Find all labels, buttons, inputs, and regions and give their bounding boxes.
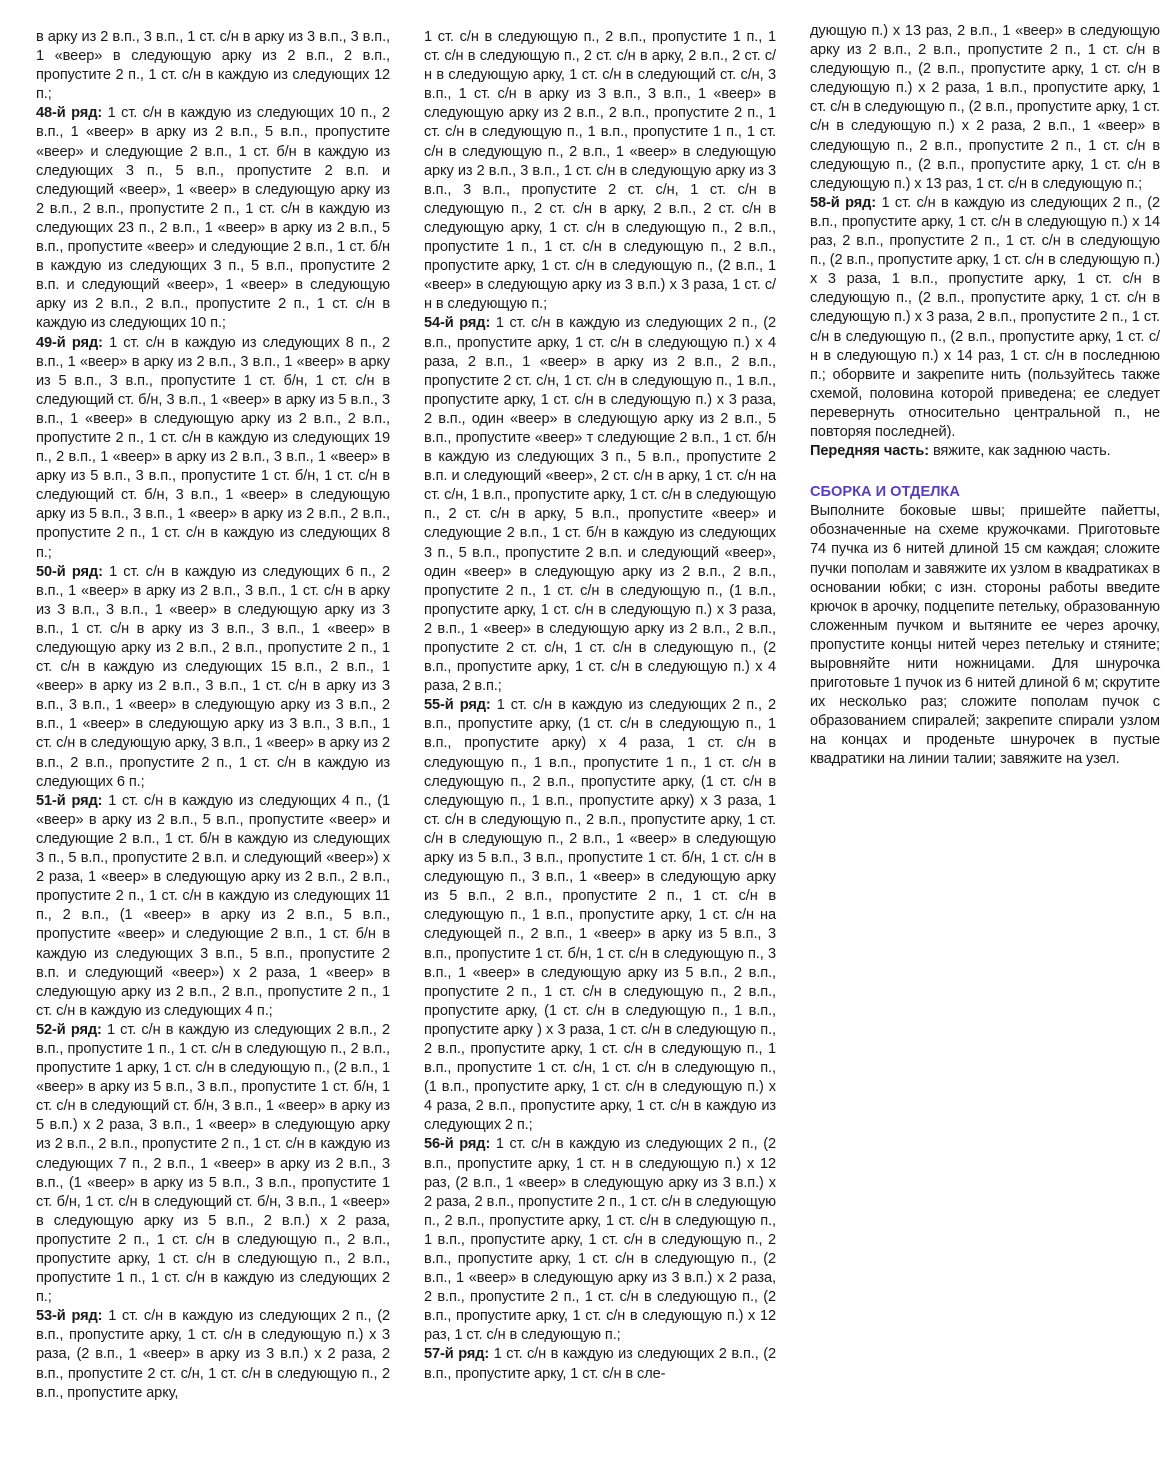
row-50 xyxy=(36,563,390,792)
row-label: 53-й ряд: xyxy=(36,1308,103,1325)
row-text: 1 ст. с/н в каждую из следующих 2 в.п., 2 в.п., пропустите 1 п., 1 ст. с/н в следующую п., 2 в.п., пропустите 1 арку, 1 ст. с/н в следующую п., (2 в.п., 1 «веер» в арку из 5 в.п., 3 в.п., пропустите 1 ст. б/н, 1 ст. с/н в следующий ст. б/н, 3 в.п., 1 «веер» в арку из 5 в.п.) х 2 раза, 3 в.п., 1 «веер» в следующую арку из 2 в.п., 2 в.п., пропустите 2 п., 1 ст. с/н в каждую из следующих 7 п., 2 в.п., 1 «веер» в арку из 2 в.п., 3 в.п., (1 «веер» в арку из 5 в.п., 3 в.п., пропустите 1 ст. б/н, 1 ст. с/н в следующий ст. б/н, 3 в.п., 1 «веер» в следующую арку из 5 в.п., 2 в.п.) х 2 раза, пропустите 2 п., 1 ст. с/н в следующую п., 2 в.п., пропустите арку, 1 ст. с/н в следующую п., 2 в.п., пропустите 1 п., 1 ст. с/н в каждую из следующих 2 п.; xyxy=(36,1021,390,1306)
row-text: 1 ст. с/н в каждую из следующих 2 в.п., (2 в.п., пропустите арку, 1 ст. с/н в сле- xyxy=(424,1346,776,1382)
text-column-2 xyxy=(424,28,776,1384)
paragraph-continuation xyxy=(810,22,1160,194)
row-49 xyxy=(36,334,390,563)
row-text: 1 ст. с/н в каждую из следующих 10 п., 2 в.п., 1 «веер» в арку из 2 в.п., 5 в.п., пропустите «веер» и следующие 2 в.п., 1 ст. б/н в каждую из следующих 3 п., 5 в.п., пропустите 2 в.п. и следующий «веер», 1 «веер» в следующую арку из 2 в.п., 2 в.п., пропустите 2 п., 1 ст. с/н в каждую из следующих 23 п., 2 в.п., 1 «веер» в арку из 2 в.п., 5 в.п., пропустите «веер» и следующие 2 в.п., 1 ст. б/н в каждую из следующих 3 п., 5 в.п., пропустите 2 в.п. и следующий «веер», 1 «веер» в следующую арку из 2 в.п., 2 в.п., пропустите 2 п., 1 ст. с/н в каждую из следующих 10 п.; xyxy=(36,105,390,332)
row-52 xyxy=(36,1021,390,1307)
row-53 xyxy=(36,1307,390,1402)
paragraph-text: в арку из 2 в.п., 3 в.п., 1 ст. с/н в арку из 3 в.п., 3 в.п., 1 «веер» в следующую арку из 2 в.п., 2 в.п., пропустите 2 п., 1 ст. с/н в каждую из следующих 12 п.; xyxy=(36,29,390,103)
row-text: 1 ст. с/н в каждую из следующих 4 п., (1 «веер» в арку из 2 в.п., 5 в.п., пропустите «веер» и следующие 2 в.п., 1 ст. б/н в каждую из следующих 3 п., 5 в.п., пропустите 2 в.п. и следующий «веер») х 2 раза, 1 «веер» в следующую арку из 2 в.п., 2 в.п., пропустите 2 п., 1 ст. с/н в каждую из следующих 11 п., 2 в.п., (1 «веер» в арку из 2 в.п., 5 в.п., пропустите «веер» и следующие 2 в.п., 1 ст. б/н в каждую из следующих 3 в.п., 5 в.п., пропустите 2 в.п. и следующий «веер») х 2 раза, 1 «веер» в следующую арку из 2 в.п., 2 в.п., пропустите 2 п., 1 ст. с/н в каждую из следующих 4 п.; xyxy=(36,792,390,1019)
text-column-3 xyxy=(810,22,1160,770)
row-54 xyxy=(424,314,776,696)
row-51 xyxy=(36,792,390,1021)
row-text: 1 ст. с/н в каждую из следующих 2 п., (2 в.п., пропустите арку, 1 ст. н в следующую п.) х 12 раз, (2 в.п., 1 «веер» в следующую арку из 3 в.п.) х 2 раза, 2 в.п., пропустите 2 п., 1 ст. с/н в следующую п., 2 в.п., пропустите арку, 1 ст. с/н в следующую п., 1 в.п., пропустите арку, 1 ст. с/н в следующую п., 2 в.п., пропустите арку, 1 ст. с/н в следующую п., (2 в.п., 1 «веер» в следующую арку из 3 в.п.) х 2 раза, 2 в.п., пропустите 2 п., 1 ст. с/н в следующую п., (2 в.п., пропустите арку, 1 ст. с/н в следующую п.) х 12 раз, 1 ст. с/н в следующую п.; xyxy=(424,1136,776,1344)
paragraph-continuation xyxy=(424,28,776,314)
row-text: 1 ст. с/н в каждую из следующих 8 п., 2 в.п., 1 «веер» в арку из 2 в.п., 3 в.п., 1 «веер» в арку из 5 в.п., 3 в.п., пропустите 1 ст. б/н, 1 ст. с/н в следующий ст. б/н, 3 в.п., 1 «веер» в арку из 5 в.п., 3 в.п., 1 «веер» в следующую арку из 2 в.п., 2 в.п., пропустите 2 п., 1 ст. с/н в каждую из следующих 19 п., 2 в.п., 1 «веер» в арку из 2 в.п., 3 в.п., 1 «веер» в арку из 5 в.п., 3 в.п., пропустите 1 ст. б/н, 1 ст. с/н в следующий ст. б/н, 3 в.п., 1 «веер» в следующую арку из 5 в.п., 3 в.п., 1 «веер» в арку из 2 в.п., 2 в.п., пропустите 2 п., 1 ст. с/н в каждую из следующих 8 п.; xyxy=(36,334,390,561)
row-label: 51-й ряд: xyxy=(36,792,103,809)
row-text: 1 ст. с/н в каждую из следующих 2 п., (2 в.п., пропустите арку, 1 ст. с/н в следующую п.) х 3 раза, (2 в.п., 1 «веер» в арку из 3 в.п.) х 2 раза, 2 в.п., пропустите 2 ст. с/н, 1 ст. с/н в следующую п., 2 в.п., пропустите арку, xyxy=(36,1308,390,1401)
paragraph-text: дующую п.) х 13 раз, 2 в.п., 1 «веер» в следующую арку из 2 в.п., 2 в.п., пропустите 2 п., 1 ст. с/н в следующую п., (2 в.п., пропустите арку, 1 ст. с/н в следующую п.) х 2 раза, 1 в.п., пропустите арку, 1 ст. с/н в следующую п., (2 в.п., пропустите арку, 1 ст. с/н в следующую п.) х 2 раза, 2 в.п., 1 «веер» в следующую п., 2 в.п., пропустите 2 п., 1 ст. с/н в следующую п., (2 в.п., пропустите арку, 1 ст. с/н в следующую п.) х 13 раз, 1 ст. с/н в следующую п.; xyxy=(810,23,1160,192)
row-text: 1 ст. с/н в каждую из следующих 2 п., 2 в.п., пропустите арку, (1 ст. с/н в следующую п., 1 в.п., пропустите арку) х 4 раза, 1 ст. с/н в следующую п., 1 в.п., пропустите 1 п., 1 ст. с/н в следующую п., 2 в.п., пропустите арку, (1 ст. с/н в следующую п., 1 в.п., пропустите арку) х 3 раза, 1 ст. с/н в следующую п., 2 в.п., пропустите арку, 1 ст. с/н в следующую п., 2 в.п., 1 «веер» в следующую арку из 5 в.п., 3 в.п., пропустите 1 ст. б/н, 1 ст. с/н в следующую п., 3 в.п., 1 «веер» в следующую арку из 5 в.п., 2 в.п., пропустите 2 п., 1 ст. с/н в следующую п., 1 в.п., пропустите арку, 1 ст. с/н на следующей п., 2 в.п., 1 «веер» в арку из 5 в.п., 3 в.п., пропустите 1 ст. б/н, 1 ст. с/н в следующую п., 3 в.п., 1 «веер» в следующую арку из 5 в.п., 2 в.п., пропустите 2 п., 1 ст. с/н в следующую п., 2 в.п., пропустите арку, (1 ст. с/н в следующую п., 1 в.п., пропустите арку ) х 3 раза, 1 ст. с/н в следующую п., 2 в.п., пропустите арку, 1 ст. с/н в следующую п., 1 в.п., пропустите 1 ст. с/н, 1 ст. с/н в следующую п., (1 в.п., пропустите арку, 1 ст. с/н в следующую п.) х 4 раза, 2 в.п., пропустите арку, 1 ст. с/н в каждую из следующих 2 п.; xyxy=(424,697,776,1134)
paragraph-text: 1 ст. с/н в следующую п., 2 в.п., пропустите 1 п., 1 ст. с/н в следующую п., 2 ст. с/н в арку, 2 в.п., 2 ст. с/н в следующую арку, 1 ст. с/н в следующий ст. с/н, 3 в.п., 1 ст. с/н в арку из 3 в.п., 3 в.п., 1 «веер» в следующую арку из 2 в.п., 2 в.п., пропустите 2 п., 1 ст. с/н в следующую п., 1 в.п., пропустите 1 п., 1 ст. с/н в следующую п., 2 в.п., 1 «веер» в следующую арку из 2 в.п., 3 в.п., 1 ст. с/н в следующую арку из 3 в.п., 3 в.п., пропустите 2 ст. с/н, 1 ст. с/н в следующую п., 2 ст. с/н в арку, 2 в.п., 2 ст. с/н в следующую арку, 1 ст. с/н в следующую п., 2 в.п., пропустите 1 п., 1 ст. с/н в следующую п., 2 в.п., пропустите арку, 1 ст. с/н в следующую п., (2 в.п., 1 «веер» в следующую арку из 3 в.п.) х 3 раза, 1 ст. с/н в следующую п.; xyxy=(424,29,776,313)
row-label: 57-й ряд: xyxy=(424,1346,490,1363)
row-label: 54-й ряд: xyxy=(424,315,491,332)
row-text: 1 ст. с/н в каждую из следующих 2 п., (2 в.п., пропустите арку, 1 ст. с/н в следующую п.) х 14 раз, 2 в.п., пропустите 2 п., 1 ст. с/н в следующую п., (2 в.п., пропустите арку, 1 ст. с/н в следующую п.) х 3 раза, 1 в.п., пропустите арку, 1 ст. с/н в следующую п., (2 в.п., пропустите арку, 1 ст. с/н в следующую п.) х 3 раза, 2 в.п., пропустите 2 п., 1 ст. с/н в следующую п., (2 в.п., пропустите арку, 1 ст. с/н в следующую п.) х 14 раз, 1 ст. с/н в последнюю п.; оборвите и закрепите нить (пользуйтесь также схемой, половина которой приведена; ее следует перевернуть относительно центральной п., не повторяя последней). xyxy=(810,194,1160,440)
row-56 xyxy=(424,1135,776,1345)
row-label: 55-й ряд: xyxy=(424,697,491,714)
row-58 xyxy=(810,194,1160,442)
row-label: 48-й ряд: xyxy=(36,105,103,122)
assembly-text: Выполните боковые швы; пришейте пайетты, обозначенные на схеме кружочками. Приготовьте 74 пучка из 6 нитей длиной 15 см каждая; сложите пучки пополам и завяжите их узлом в квадратиках в основании юбки; с изн. стороны работы введите крючок в арочку, подцепите петельку, образованную сложенным пучком и вытяните ее через арочку, пропустите концы нитей через петельку и стяните; выровняйте нити ножницами. Для шнурочка приготовьте 1 пучок из 6 нитей длиной 6 м; скрутите их несколько раз; сложите пополам пучок с образованием спиралей; закрепите спирали узлом на концах и проденьте шнурочек в пустые квадратики на линии талии; завяжите на узел. xyxy=(810,503,1160,768)
row-55 xyxy=(424,696,776,1135)
row-text: 1 ст. с/н в каждую из следующих 6 п., 2 в.п., 1 «веер» в арку из 2 в.п., 3 в.п., 1 ст. с/н в арку из 3 в.п., 3 в.п., 1 «веер» в следующую арку из 3 в.п., 1 ст. с/н в арку из 3 в.п., 3 в.п., 1 «веер» в следующую арку из 2 в.п., 2 в.п., пропустите 2 п., 1 ст. с/н в каждую из следующих 15 в.п., 2 в.п., 1 «веер» в арку из 2 в.п., 3 в.п., 1 ст. с/н в арку из 3 в.п., 3 в.п., 1 «веер» в следующую арку из 3 в.п., 2 в.п., 1 «веер» в следующую арку из 3 в.п., 3 в.п., 1 ст. с/н в следующую арку, 3 в.п., 1 «веер» в арку из 2 в.п., 2 в.п., пропустите 2 п., 1 ст. с/н в каждую из следующих 6 п.; xyxy=(36,563,390,790)
row-57 xyxy=(424,1345,776,1383)
row-48 xyxy=(36,104,390,333)
paragraph-continuation xyxy=(36,28,390,104)
front-part xyxy=(810,442,1160,461)
row-label: 50-й ряд: xyxy=(36,563,103,580)
row-label: Передняя часть: xyxy=(810,443,929,460)
row-label: 52-й ряд: xyxy=(36,1021,102,1038)
row-label: 49-й ряд: xyxy=(36,334,103,351)
text-column-1 xyxy=(36,28,390,1403)
row-label: 58-й ряд: xyxy=(810,194,877,211)
row-text: 1 ст. с/н в каждую из следующих 2 п., (2 в.п., пропустите арку, 1 ст. с/н в следующую п.) х 4 раза, 2 в.п., 1 «веер» в арку из 2 в.п., 2 в.п., пропустите 2 ст. с/н, 1 ст. с/н в следующую п., 1 в.п., пропустите арку, 1 ст. с/н в следующую п.) х 3 раза, 2 в.п., один «веер» в следующую арку из 2 в.п., 5 в.п., пропустите «веер» т следующие 2 в.п., 1 ст. б/н в каждую из следующих 3 п., 5 в.п., пропустите 2 в.п. и следующий «веер», 2 ст. с/н в арку, 1 ст. с/н на ст. с/н, 1 в.п., пропустите арку, 1 ст. с/н в следующую п., 2 ст. с/н в арку, 5 в.п., пропустите «веер» и следующие 2 в.п., 1 ст. б/н в каждую из следующих 3 п., 5 в.п., пропустите 2 в.п. и следующий «веер», один «веер» в следующую арку из 2 в.п., 2 в.п., пропустите 2 п., 1 ст. с/н в следующую п., (1 в.п., пропустите арку, 1 ст. с/н в следующую п.) х 3 раза, 2 в.п., 1 «веер» в следующую арку из 2 в.п., 2 в.п., пропустите 2 ст. с/н, 1 ст. с/н в следующую п., (2 в.п., пропустите арку, 1 ст. с/н в следующую п.) х 4 раза, 2 в.п.; xyxy=(424,315,776,695)
assembly-heading: СБОРКА И ОТДЕЛКА xyxy=(810,484,960,501)
row-label: 56-й ряд: xyxy=(424,1136,491,1153)
row-text: вяжите, как заднюю часть. xyxy=(928,443,1111,460)
